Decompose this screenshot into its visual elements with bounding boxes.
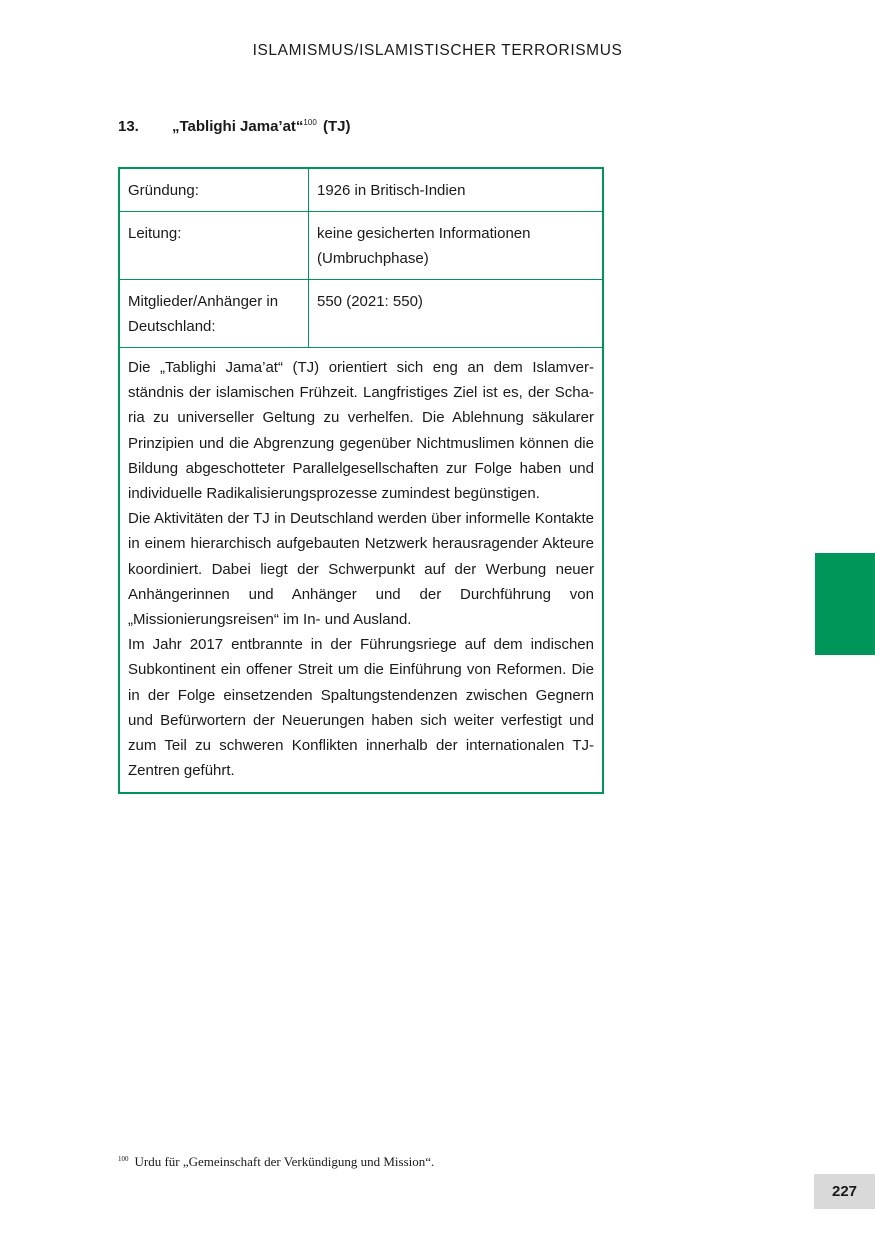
- section-number: 13.: [118, 118, 139, 135]
- section-abbreviation: (TJ): [322, 118, 351, 135]
- profile-row-members: [120, 280, 602, 348]
- profile-key-leadership: Leitung:: [120, 212, 309, 280]
- page-number: 227: [814, 1174, 875, 1209]
- profile-value-founding: 1926 in Britisch-Indien: [309, 169, 603, 212]
- description-paragraph-1: Die „Tablighi Jama’at“ (TJ) orientiert sich eng an dem Islamverständnis der islamischen Frühzeit. Langfristiges Ziel ist es, der Scharia zu universeller Geltung zu verhelfen. Die Ablehnung säkularer Prinzipien und die Abgrenzung gegenüber Nichtmuslimen können die Bildung abgeschotteter Parallelgesellschaften zur Folge haben und individuelle Radikalisierungsprozesse zumindest begünstigen.: [128, 359, 594, 503]
- profile-value-members: 550 (2021: 550): [309, 280, 603, 348]
- description-paragraph-2: Die Aktivitäten der TJ in Deutschland werden über informelle Kontakte in einem hierarchisch aufgebauten Netzwerk herausragender Akteure koordiniert. Dabei liegt der Schwerpunkt auf der Werbung neuer Anhängerinnen und Anhänger und der Durchführung von „Missionierungsreisen“ im In- und Ausland.: [128, 510, 594, 629]
- footnote-marker: 100: [118, 1154, 129, 1163]
- profile-value-leadership: keine gesicherten Informationen (Umbruchphase): [309, 212, 603, 280]
- chapter-side-tab: [815, 553, 875, 655]
- profile-key-founding: Gründung:: [120, 169, 309, 212]
- running-header: ISLAMISMUS/ISLAMISTISCHER TERRORISMUS: [252, 42, 623, 59]
- section-title: „Tablighi Jama’at“: [172, 118, 304, 135]
- profile-key-members: Mitglieder/Anhänger in Deutschland:: [120, 280, 309, 348]
- description-paragraph-3: Im Jahr 2017 entbrannte in der Führungsriege auf dem indischen Subkontinent ein offener Streit um die Einführung von Reformen. Die in der Folge einsetzenden Spaltungstendenzen zwischen Gegnern und Befürwortern der Neuerungen haben sich weiter verfestigt und zum Teil zu schweren Konflikten innerhalb der internationalen TJ-Zentren geführt.: [128, 636, 594, 780]
- footnote-text: Urdu für „Gemeinschaft der Verkündigung und Mission“.: [134, 1154, 435, 1169]
- footnote-reference[interactable]: 100: [303, 118, 317, 127]
- profile-table: [120, 169, 602, 348]
- profile-box: [118, 167, 604, 794]
- profile-row-leadership: [120, 212, 602, 280]
- footnote: [118, 1154, 434, 1170]
- section-heading: [118, 118, 350, 135]
- profile-row-founding: [120, 169, 602, 212]
- profile-description: [120, 348, 602, 792]
